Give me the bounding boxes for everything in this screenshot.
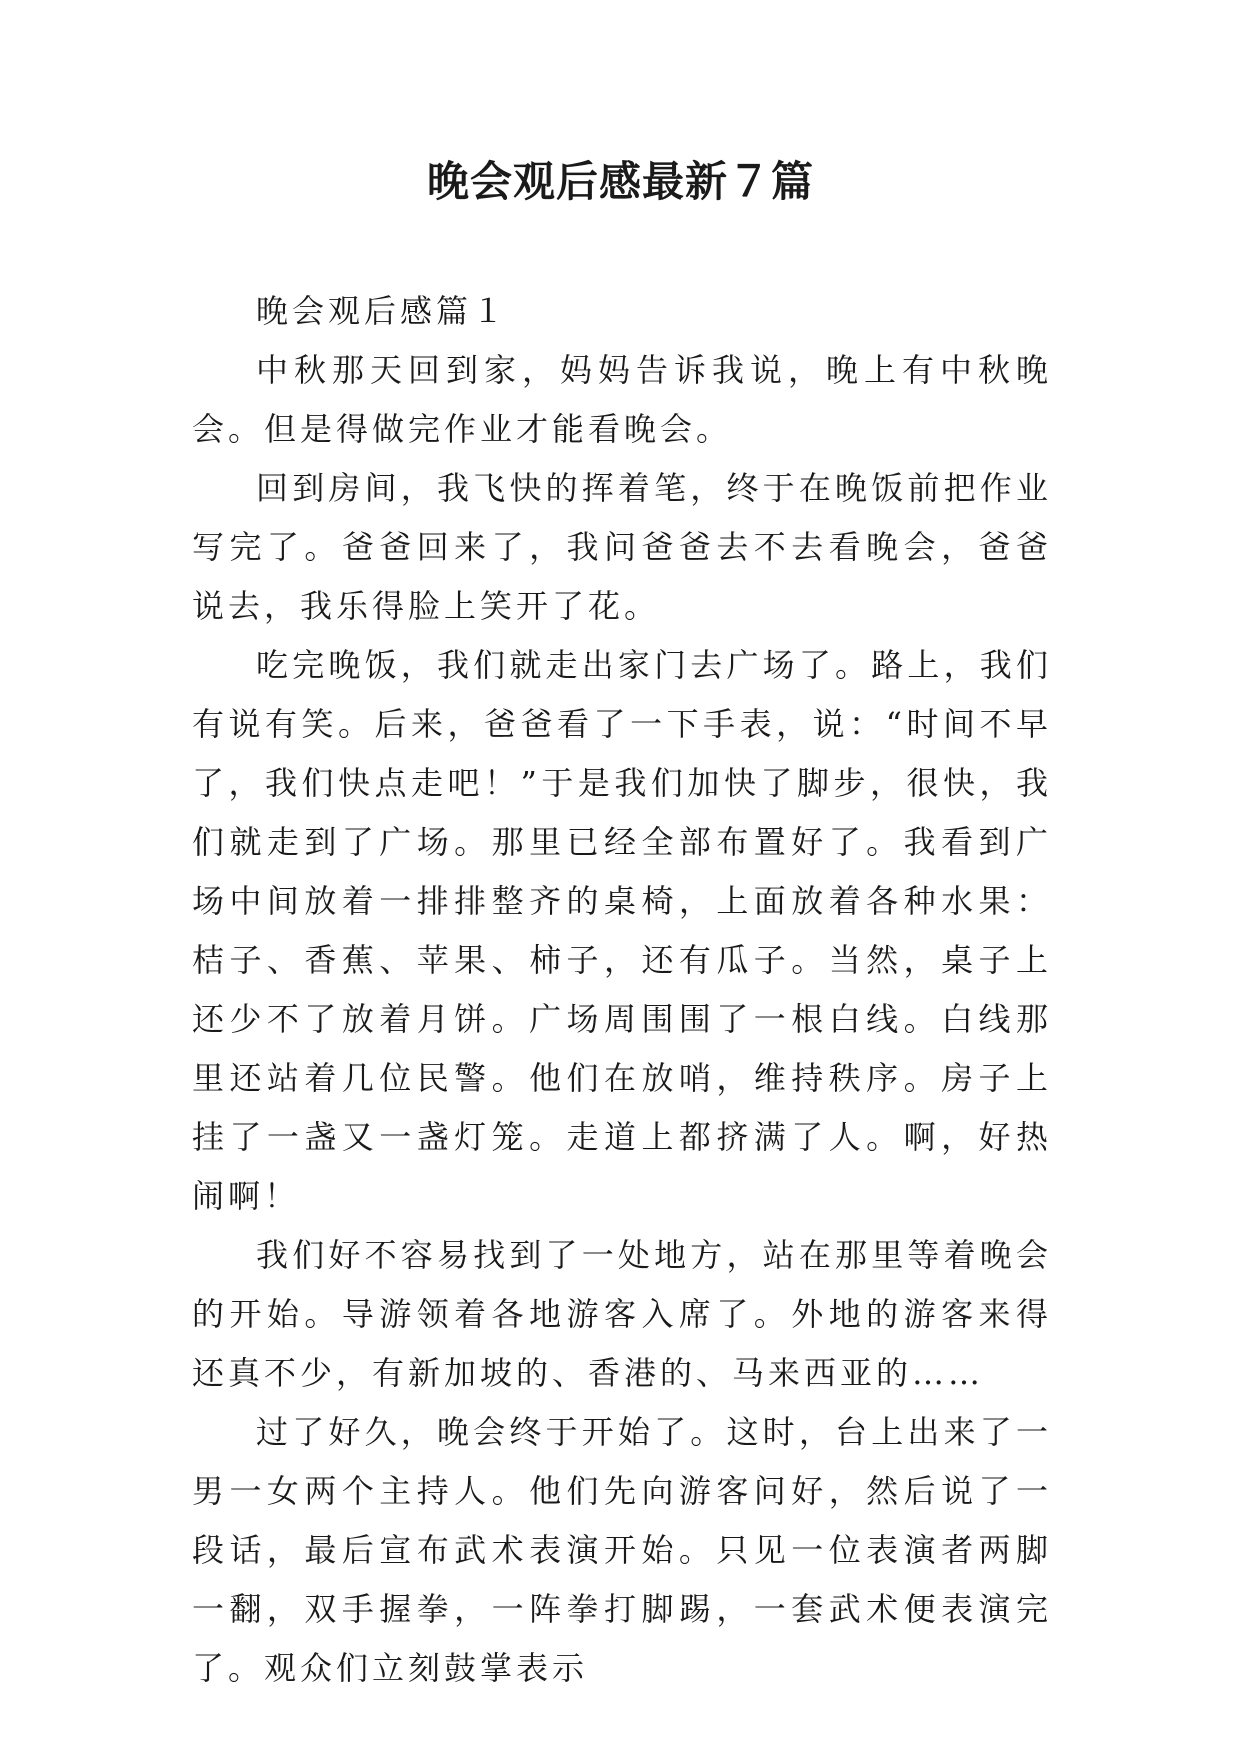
section-heading: 晚会观后感篇１ <box>256 292 509 330</box>
paragraph: 我们好不容易找到了一处地方，站在那里等着晚会的开始。导游领着各地游客入席了。外地的游客来得还真不少，有新加坡的、香港的、马来西亚的…… <box>192 1236 1052 1392</box>
paragraph: 过了好久，晚会终于开始了。这时，台上出来了一男一女两个主持人。他们先向游客问好，然后说了一段话，最后宣布武术表演开始。只见一位表演者两脚一翻，双手握拳，一阵拳打脚踢，一套武术便表演完了。观众们立刻鼓掌表示 <box>192 1413 1052 1687</box>
document-body <box>192 282 1052 1698</box>
paragraph: 吃完晚饭，我们就走出家门去广场了。路上，我们有说有笑。后来，爸爸看了一下手表，说：“时间不早了，我们快点走吧！”于是我们加快了脚步，很快，我们就走到了广场。那里已经全部布置好了。我看到广场中间放着一排排整齐的桌椅，上面放着各种水果：桔子、香蕉、苹果、柿子，还有瓜子。当然，桌子上还少不了放着月饼。广场周围围了一根白线。白线那里还站着几位民警。他们在放哨，维持秩序。房子上挂了一盏又一盏灯笼。走道上都挤满了人。啊，好热闹啊！ <box>192 646 1052 1215</box>
paragraph: 中秋那天回到家，妈妈告诉我说，晚上有中秋晚会。但是得做完作业才能看晚会。 <box>192 351 1052 448</box>
document-title: 晚会观后感最新７篇 <box>426 157 814 206</box>
paragraph: 回到房间，我飞快的挥着笔，终于在晚饭前把作业写完了。爸爸回来了，我问爸爸去不去看晚会，爸爸说去，我乐得脸上笑开了花。 <box>192 469 1052 625</box>
